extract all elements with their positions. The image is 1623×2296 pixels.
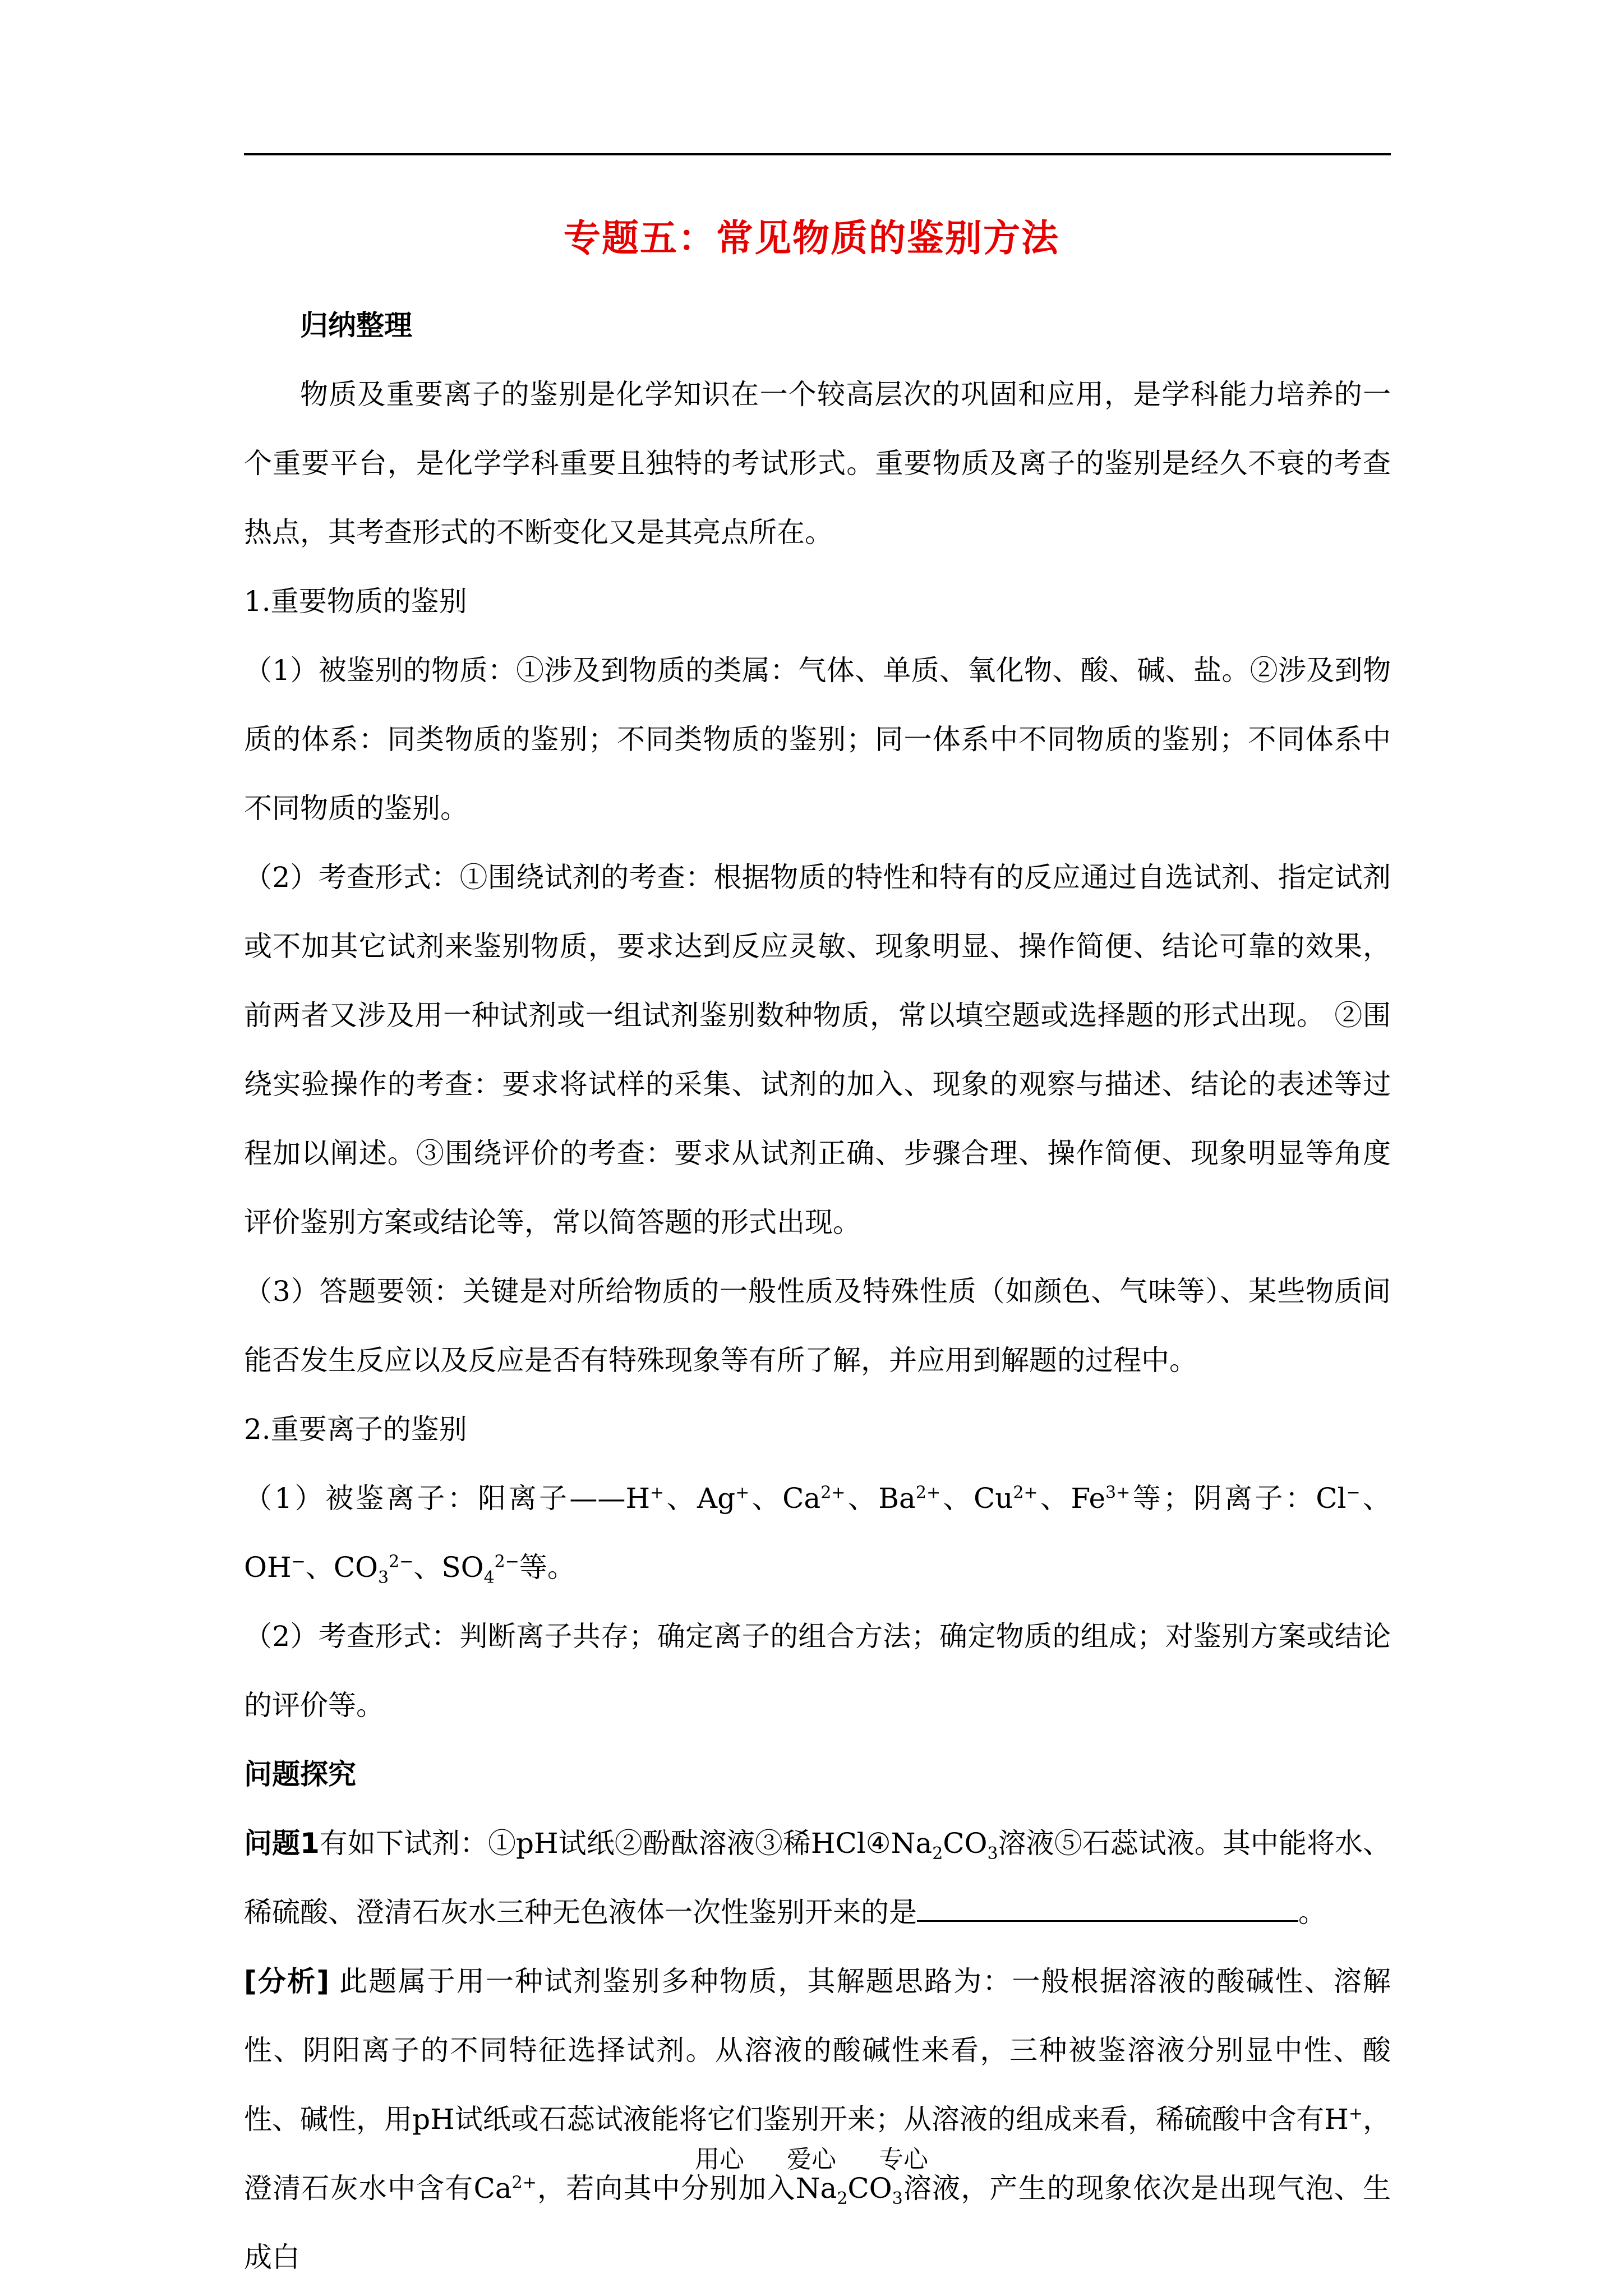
page-title: 专题五：常见物质的鉴别方法 — [564, 217, 1059, 260]
page-footer — [0, 2143, 1623, 2177]
section-heading-inquiry: 问题探究 — [244, 1758, 356, 1791]
ion-cu: $Cu^{2+}$ — [973, 1482, 1038, 1515]
answer-blank[interactable] — [917, 1892, 1298, 1922]
paragraph-ions-1: （1）被鉴离子：阳离子——H+、Ag+、$Ca^{2+}$、$Ba^{2+}$、$Cu^{2+}$、$Fe^{3+}$等；阴离子：Cl−、OH−、$CO_3^{2-}$、$SO_4^{2-}$等。 — [244, 1482, 1391, 1588]
paragraph-substances-3: （3）答题要领：关键是对所给物质的一般性质及特殊性质（如颜色、气味等）、某些物质间能否发生反应以及反应是否有特殊现象等有所了解，并应用到解题的过程中。 — [244, 1275, 1391, 1377]
paragraph-substances-1: （1）被鉴别的物质：①涉及到物质的类属：气体、单质、氧化物、酸、碱、盐。②涉及到物质的体系：同类物质的鉴别；不同类物质的鉴别；同一体系中不同物质的鉴别；不同体系中不同物质的鉴别。 — [244, 654, 1391, 825]
ion-so4: $SO_4^{2-}$ — [441, 1551, 519, 1588]
question-1: 问题1有如下试剂：①pH试纸②酚酞溶液③稀$HCl④Na_2CO_3$溶液⑤石蕊试液。其中能将水、稀硫酸、澄清石灰水三种无色液体一次性鉴别开来的是 。 — [244, 1827, 1391, 1929]
ion-ag: Ag+ — [697, 1482, 750, 1515]
subsection-title-ions: 2.重要离子的鉴别 — [244, 1413, 467, 1446]
header-rule — [244, 153, 1391, 155]
ion-ca: $Ca^{2+}$ — [782, 1482, 846, 1515]
paragraph-ions-2: （2）考查形式：判断离子共存；确定离子的组合方法；确定物质的组成；对鉴别方案或结论的评价等。 — [244, 1620, 1391, 1722]
subsection-title-substances: 1.重要物质的鉴别 — [244, 585, 467, 618]
analysis-paragraph: [分析] 此题属于用一种试剂鉴别多种物质，其解题思路为：一般根据溶液的酸碱性、溶解性、阴阳离子的不同特征选择试剂。从溶液的酸碱性来看，三种被鉴溶液分别显中性、酸性、碱性，用pH试纸或石蕊试液能将它们鉴别开来；从溶液的组成来看，稀硫酸中含有H+，澄清石灰水中含有$Ca^{2+}$，若向其中分别加入$Na_2CO_3$溶液，产生的现象依次是出现气泡、生成白 — [244, 1965, 1391, 2274]
ion-co3: $CO_3^{2-}$ — [333, 1551, 414, 1588]
document-body — [244, 291, 1391, 2292]
ion-oh: OH− — [244, 1551, 306, 1584]
section-heading-summary: 归纳整理 — [300, 309, 412, 342]
footer-word-1: 用心 — [695, 2145, 744, 2174]
footer-word-3: 专心 — [879, 2145, 928, 2174]
paragraph-substances-2: （2）考查形式：①围绕试剂的考查：根据物质的特性和特有的反应通过自选试剂、指定试剂或不加其它试剂来鉴别物质，要求达到反应灵敏、现象明显、操作简便、结论可靠的效果，前两者又涉及用一种试剂或一组试剂鉴别数种物质，常以填空题或选择题的形式出现。 ②围绕实验操作的考查：要求将试样的采集、试剂的加入、现象的观察与描述、结论的表述等过程加以阐述。③围绕评价的考查：要求从试剂正确、步骤合理、操作简便、现象明显等角度评价鉴别方案或结论等，常以简答题的形式出现。 — [244, 861, 1391, 1239]
ion-fe: $Fe^{3+}$ — [1071, 1482, 1131, 1515]
question-1-label: 问题1 — [244, 1827, 320, 1860]
analysis-label: [分析] — [244, 1965, 330, 1998]
ion-ba: $Ba^{2+}$ — [878, 1482, 941, 1515]
ion-h: H+ — [625, 1482, 665, 1515]
ion-cl: Cl− — [1316, 1482, 1361, 1515]
intro-paragraph: 物质及重要离子的鉴别是化学知识在一个较高层次的巩固和应用，是学科能力培养的一个重要平台，是化学学科重要且独特的考试形式。重要物质及离子的鉴别是经久不衰的考查热点，其考查形式的不断变化又是其亮点所在。 — [244, 378, 1391, 549]
footer-word-2: 爱心 — [787, 2145, 836, 2174]
